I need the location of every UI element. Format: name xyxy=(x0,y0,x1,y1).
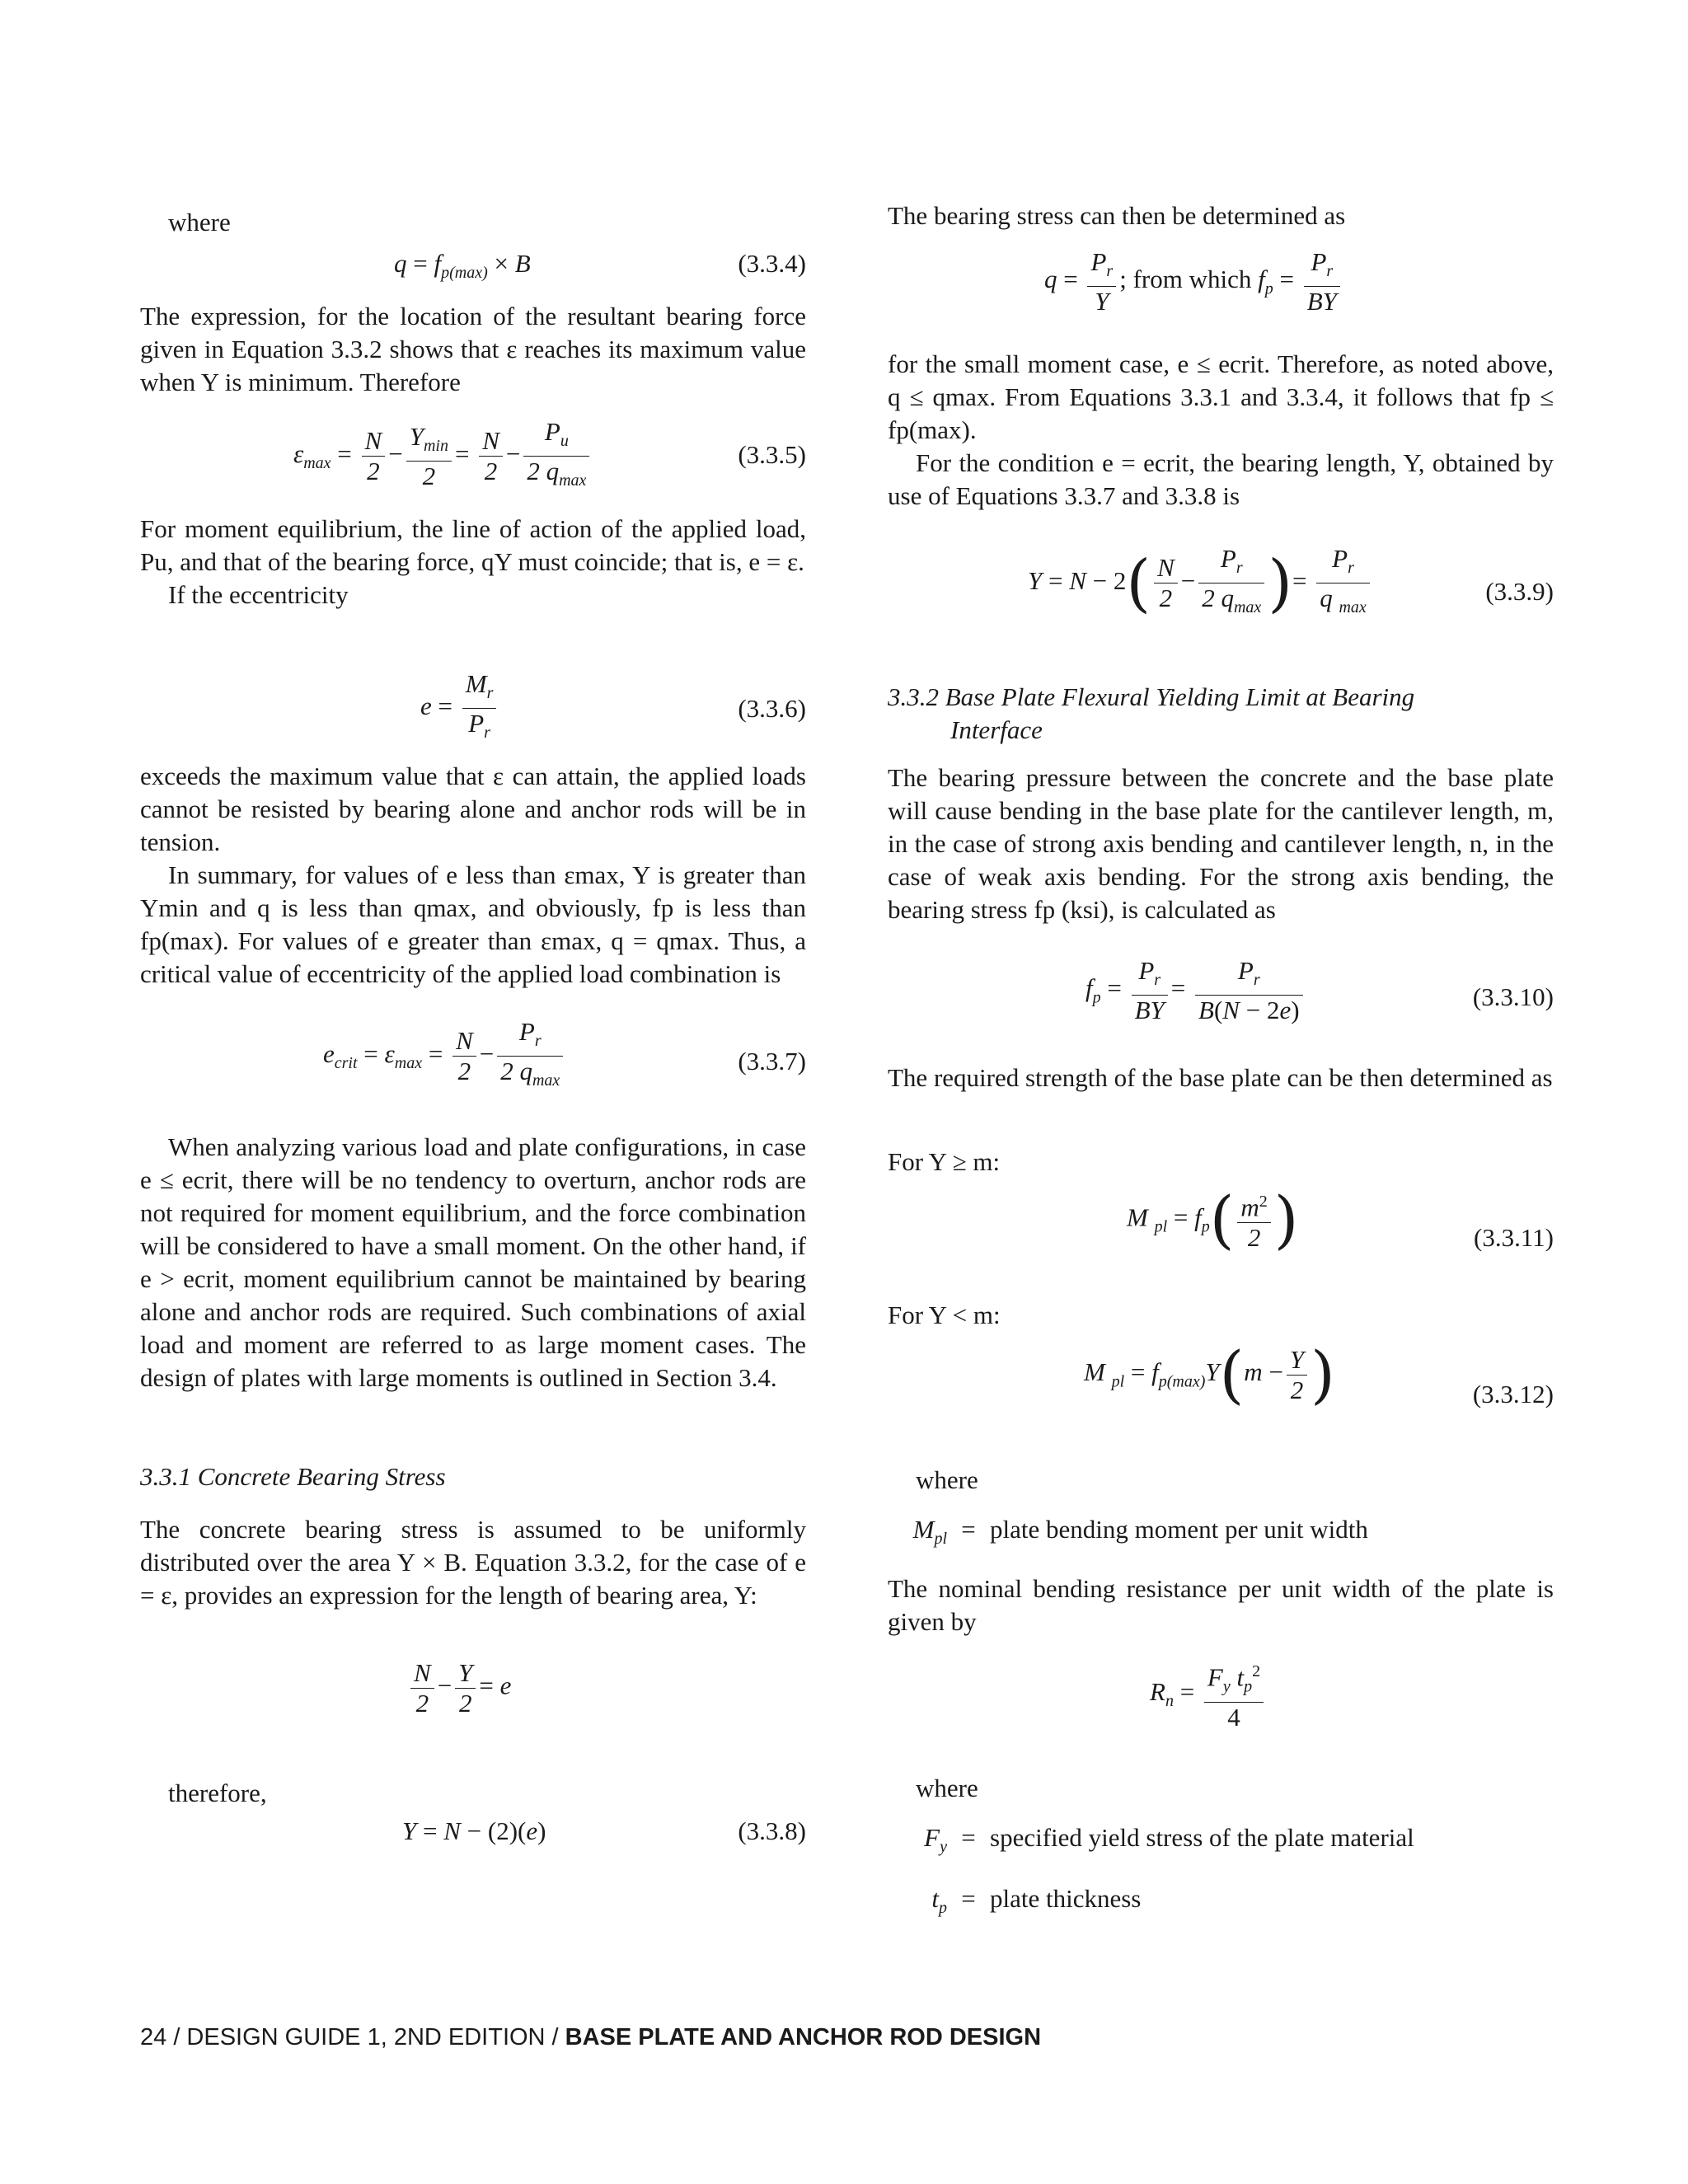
equation-3-3-7-number: (3.3.7) xyxy=(738,1047,806,1076)
equation-3-3-11-number: (3.3.11) xyxy=(1474,1223,1554,1252)
equation-3-3-8-formula: Y = N − (2)(e) xyxy=(402,1816,546,1845)
equation-3-3-9 xyxy=(888,544,1554,635)
equation-3-3-9-formula: Y = N − 2( $\frac{N}{2}$ − $\frac{P_r}{2 q_{max}}$ )= $\frac{P_r}{q _{max}}$ xyxy=(1028,544,1373,622)
equation-bearing-stress-formula: q = $\frac{P_r}{Y}$ ; from which $f_p$ = $\frac{P_r}{BY}$ xyxy=(1044,247,1343,316)
equation-3-3-7 xyxy=(140,1007,806,1090)
equation-3-3-10 xyxy=(888,956,1554,1038)
equation-3-3-5-number: (3.3.5) xyxy=(738,440,806,469)
equation-nominal-resistance xyxy=(888,1657,1554,1739)
therefore-label: therefore, xyxy=(168,1779,267,1807)
where-label-3: where xyxy=(916,1774,978,1802)
equation-nominal-resistance-formula: $R_n$ = $\frac{F_y t_p^2}{4}$ xyxy=(1150,1657,1267,1732)
paragraph-bearing-stress: The bearing stress can then be determined as xyxy=(888,201,1346,230)
equation-3-3-12 xyxy=(888,1338,1554,1434)
paragraph-moment-equilibrium: For moment equilibrium, the line of action of the applied load, Pu, and that of the bearing force, qY must coincide; that is, e = ε. If the eccentricity xyxy=(140,514,806,609)
equation-3-3-10-number: (3.3.10) xyxy=(1472,982,1554,1011)
definition-mpl: $M_{pl}$ = plate bending moment per unit width xyxy=(912,1515,1368,1549)
equation-3-3-8 xyxy=(140,1811,806,1853)
definition-tp: $t_p$ = plate thickness xyxy=(931,1884,1142,1918)
equation-bearing-length-formula: $\frac{N}{2}$ − $\frac{Y}{2}$ = e xyxy=(407,1658,511,1718)
equation-3-3-4-formula: $q = f_{p(max)} \times B$ xyxy=(394,249,531,283)
equation-bearing-stress xyxy=(888,247,1554,330)
equation-3-3-6-formula: e = $\frac{M_r}{P_r}$ xyxy=(420,669,499,748)
right-column xyxy=(888,0,1554,1978)
paragraph-concrete: The concrete bearing stress is assumed to be uniformly distributed over the area Y × B. Equation 3.3.2, for the case of e = ε, provides an expression for the length of bearing area, Y: xyxy=(140,1515,806,1610)
equation-3-3-12-formula: M $_{pl} = f_{p(max)}Y(m$ − $\frac{Y}{2}$ ) xyxy=(1084,1338,1335,1411)
equation-3-3-4-number: (3.3.4) xyxy=(738,249,806,278)
equation-3-3-5-formula: $\varepsilon_{max}$ = $\frac{N}{2}$ − $\frac{Y_{min}}{2}$ = $\frac{N}{2}$ − $\frac{P_u}{2 q_{max}}$ xyxy=(293,417,593,495)
paragraph-nominal: The nominal bending resistance per unit width of the plate is given by xyxy=(888,1574,1554,1636)
equation-3-3-12-number: (3.3.12) xyxy=(1472,1380,1554,1408)
equation-bearing-length xyxy=(140,1658,806,1741)
equation-3-3-6 xyxy=(140,666,806,748)
equation-3-3-6-number: (3.3.6) xyxy=(738,694,806,723)
equation-3-3-9-number: (3.3.9) xyxy=(1485,577,1554,606)
where-label-2: where xyxy=(916,1465,978,1494)
where-label: where xyxy=(168,208,231,237)
equation-3-3-4 xyxy=(140,244,806,285)
section-heading-3-3-2: 3.3.2 Base Plate Flexural Yielding Limit at Bearing Interface xyxy=(888,682,1415,744)
equation-3-3-5 xyxy=(140,412,806,494)
paragraph-small-moment: for the small moment case, e ≤ ecrit. Therefore, as noted above, q ≤ qmax. From Equations 3.3.1 and 3.3.4, it follows that fp ≤ fp(max). For the condition e = ecrit, the bearing length, Y, obtained by use of Equations 3.3.7 and 3.3.8 is xyxy=(888,349,1554,510)
label-y-lt-m: For Y < m: xyxy=(888,1301,1001,1329)
equation-3-3-7-formula: $e_{crit} = \varepsilon_{max}$ = $\frac{N}{2}$ − $\frac{P_r}{2 q_{max}}$ xyxy=(323,1017,566,1095)
paragraph-exceeds: exceeds the maximum value that ε can attain, the applied loads cannot be resisted by bearing alone and anchor rods will be in tension. In summary, for values of e less than εmax, Y is greater than Ymin and q is less than qmax, and obviously, fp is less than fp(max). For values of e greater than εmax, q = qmax. Thus, a critical value of eccentricity of the applied load combination is xyxy=(140,762,806,988)
equation-3-3-11 xyxy=(888,1183,1554,1277)
section-heading-3-3-1: 3.3.1 Concrete Bearing Stress xyxy=(140,1462,446,1491)
paragraph-location: The expression, for the location of the resultant bearing force given in Equation 3.3.2 shows that ε reaches its maximum value when Y is minimum. Therefore xyxy=(140,302,806,396)
equation-3-3-8-number: (3.3.8) xyxy=(738,1816,806,1845)
page-footer: 24 / DESIGN GUIDE 1, 2ND EDITION / BASE PLATE AND ANCHOR ROD DESIGN xyxy=(140,2024,1042,2050)
equation-3-3-11-formula: M $_{pl} = f_p$( $\frac{m^2}{2}$ ) xyxy=(1127,1183,1299,1257)
paragraph-pressure: The bearing pressure between the concrete and the base plate will cause bending in the base plate for the cantilever length, m, in the case of strong axis bending and cantilever length, n, in the case of weak axis bending. For the strong axis bending, the bearing stress fp (ksi), is calculated as xyxy=(888,763,1554,924)
definition-fy: $F_y$ = specified yield stress of the plate material xyxy=(924,1823,1414,1857)
left-column xyxy=(140,0,806,1978)
label-y-ge-m: For Y ≥ m: xyxy=(888,1147,1001,1176)
paragraph-analyzing: When analyzing various load and plate configurations, in case e ≤ ecrit, there will be no tendency to overturn, anchor rods are not required for moment equilibrium, and the force combination will be considered to have a small moment. On the other hand, if e > ecrit, moment equilibrium cannot be maintained by bearing alone and anchor rods are required. Such combinations of axial load and moment are referred to as large moment cases. The design of plates with large moments is outlined in Section 3.4. xyxy=(140,1132,806,1392)
equation-3-3-10-formula: $f_p$ = $\frac{P_r}{BY}$ = $\frac{P_r}{B(N - 2e)}$ xyxy=(1085,956,1306,1025)
paragraph-required: The required strength of the base plate can be then determined as xyxy=(888,1063,1553,1092)
